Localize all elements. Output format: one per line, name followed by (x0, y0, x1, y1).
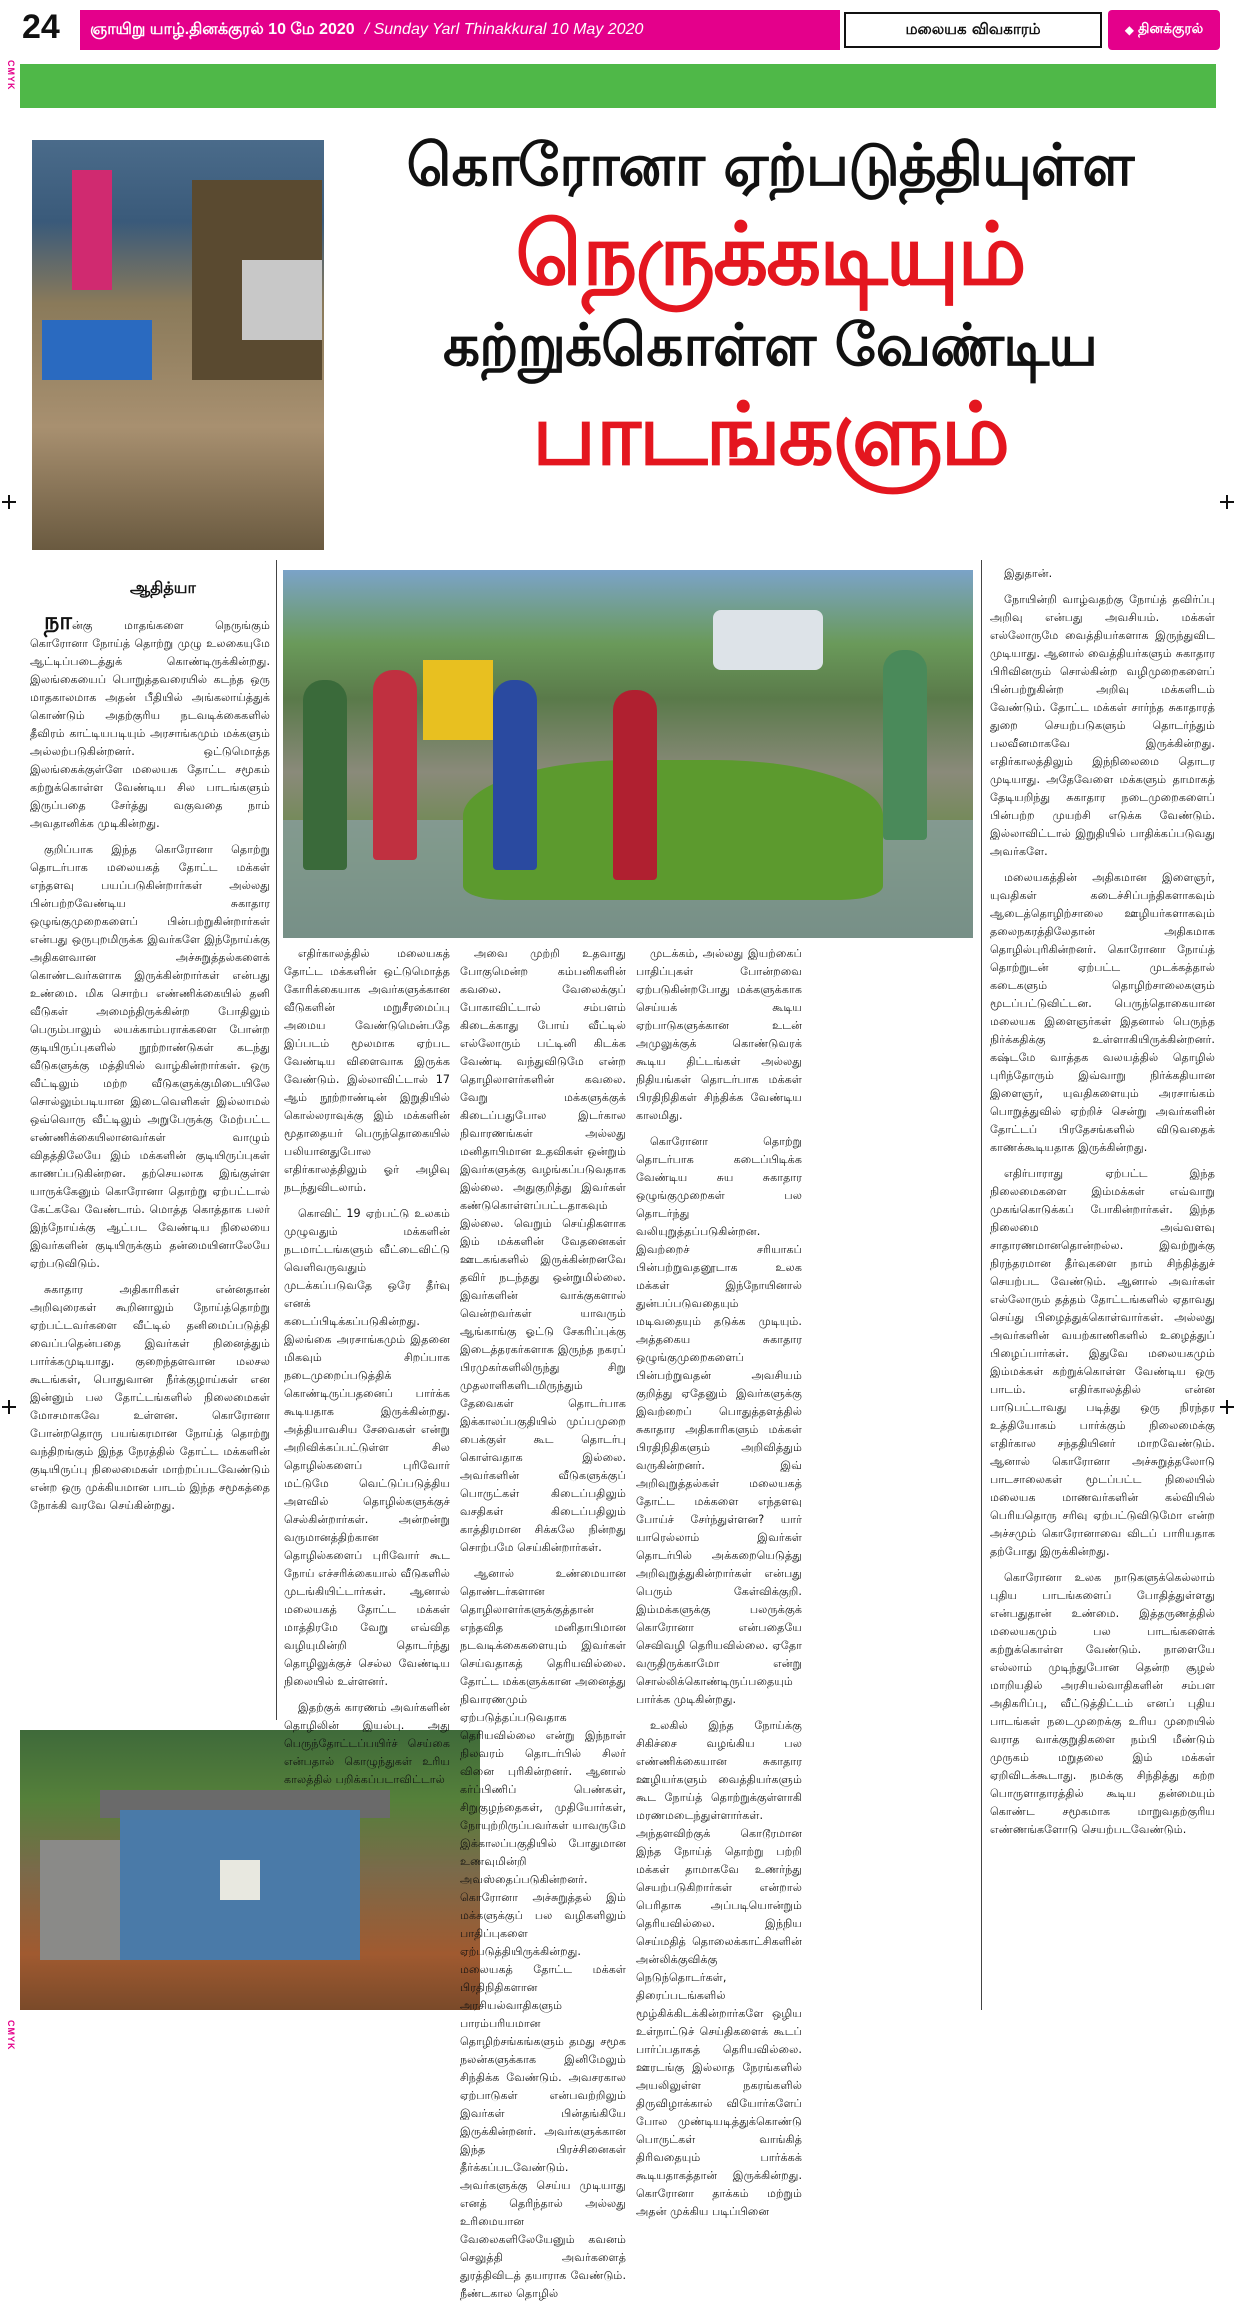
logo-mark-icon: ◆ (1124, 23, 1134, 37)
paragraph: உலகில் இந்த நோய்க்கு சிகிச்சை வழங்கிய பல எண்ணிக்கையான சுகாதார ஊழியர்களும் வைத்தியர்களும் கூட நோய்த் தொற்றுக்குள்ளாகி மரணமடைந்துள்ளார்கள். அந்தளவிற்குக் கொடூரமான இந்த நோய்த் தொற்று பற்றி மக்கள் தாமாகவே உணர்ந்து செயற்படுகிறார்கள் என்றால் பெரிதாக அப்படியொன்றும் தெரியவில்லை. இந்நிய செய்மதித் தொலைக்காட்சிகளின் அன்லிக்குவிக்கு நெடுந்தொடர்கள், திரைப்படங்களில் மூழ்கிக்கிடக்கின்றார்களே ஒழிய உள்நாட்டுச் செய்திகளைக் கூடப் பார்ப்பதாகத் தெரியவில்லை. ஊரடங்கு இல்லாத நேரங்களில் அயலிலுள்ள நகரங்களில் திருவிழாக்கால் வியோர்களேப் போல முண்டியடித்துக்கொண்டு பொருட்கள் வாங்கித் திரிவதையும் பார்க்கக் கூடியதாகத்தான் இருக்கின்றது. கொரோனா தாக்கம் மற்றும் அதன் முக்கிய படிப்பினை (636, 1719, 802, 2218)
estate-alley-photo (32, 140, 324, 550)
paragraph: ஆனால் உண்மையான தொண்டர்களான தொழிலாளர்களுக்குத்தான் எந்தவித மனிதாபிமான நடவடிக்கைகளையும் இவர்கள் செய்வதாகத் தெரியவில்லை. தோட்ட மக்களுக்கான அனைத்து நிவாரணமும் ஏற்படுத்தப்படுவதாக தெரியவில்லை என்று இந்நாள் நிலவரம் தொடர்பில் சிலர் வினை புரிகின்றனர். ஆனால் கர்ப்பிணிப் பெண்கள், சிறுகுழந்தைகள், முதியோர்கள், நோயுற்றிருப்பவர்கள் யாவருமே இக்காலப்பகுதியில் போதுமான உணவுமின்றி அவஸ்தைப்படுகின்றனர். கொரோனா அச்சுறுத்தல் இம் மக்களுக்குப் பல வழிகளிலும் பாதிப்புகளை ஏற்படுத்தியிருக்கின்றது. மலையகத் தோட்ட மக்கள் பிரதிநிதிகளான அரசியல்வாதிகளும் பாரம்பரியமான தொழிற்சங்கங்களும் தமது சமூக நலன்களுக்காக இனிமேலும் சிந்திக்க வேண்டும். அவசரகால ஏற்பாடுகள் என்பவற்றிலும் இவர்கள் பின்தங்கியே இருக்கின்றனர். அவர்களுக்கான இந்த பிரச்சினைகள் தீர்க்கப்படவேண்டும். அவர்களுக்கு செய்ய முடியாது எனத் தெரிந்தால் அல்லது உரிமையான வேலைகளிலேயேனும் கவனம் செலுத்தி அவர்களைத் துரத்திவிடத் தயாராக வேண்டும். நீண்டகால தொழில் (460, 1567, 626, 2300)
paragraph: இதுதான். (1004, 567, 1053, 580)
paragraph: மலையகத்தின் அதிகமான இளைஞர், யுவதிகள் கடைச்சிப்பந்திகளாகவும் ஆடைத்தொழிற்சாலை ஊழியர்களாகவும் தலைநகரத்திலேதான் அதிகமாக தொழில்புரிகின்றனர். கொரோனா நோய்த் தொற்றுடன் ஏற்பட்ட முடக்கத்தால் கடைகளும் தொழிற்சாலைகளும் மூடப்பட்டுவிட்டன. பெருந்தொகையான மலையக இளைஞர்கள் இதனால் பெருந்த நிர்க்கதிக்கு உள்ளாகியிருக்கின்றனர். கஷ்டமே வாத்தக வலயத்தில் தொழில் புரிந்தோரும் இவ்வாறு நிர்க்கதியான இளைஞர், யுவதிகளையும் அரசாங்கம் பொறுத்துவில் ஏற்றிச் சென்று அவர்களின் தோட்டப் பிரதேசங்களில் விடுவதைக் காணக்கூடியதாக இருக்கின்றது. (990, 871, 1215, 1154)
paragraph: எதிர்பாராது ஏற்பட்ட இந்த நிலைமைகளை இம்மக்கள் எவ்வாறு முகங்கொடுக்கப் போகின்றார்கள். இந்த நிலைமை அவ்வளவு சாதாரணமானதொன்றல்ல. இவற்றுக்கு நிரந்தரமான தீர்வுகளை நாம் சிந்தித்துச் செயற்பட வேண்டும். ஆனால் அவர்கள் எல்லோரும் தத்தம் தோட்டங்களில் ஏதாவது செய்து பிழைத்துக்கொள்வார்கள். அல்லது அவர்களின் வயற்காணிகளில் உழைத்துப் பிழைப்பார்கள். இதுவே மலையகமும் இம்மக்கள் கற்றுக்கொள்ள வேண்டிய ஒரு பாடம். எதிர்காலத்தில் என்ன பாடுபட்டாவது படித்து ஒரு நிரந்தர உத்தியோகம் பார்க்கும் நிலைமைக்கு எதிர்கால சந்ததியினர் மாறவேண்டும். ஆனால் கொரோனா அச்சுறுத்தலோடு பாடசாலைகள் மூடப்பட்ட நிலையில் மலையக மாணவர்களின் கல்வியில் பெரியதொரு சரிவு ஏற்பட்டுவிடுமோ என்ற அச்சமும் கொரோனாவை விடப் பாரியதாக தற்போது இருக்கின்றது. (990, 1167, 1215, 1558)
headline-line-3: கற்றுக்கொள்ள வேண்டிய (443, 311, 1097, 379)
headline-line-1: கொரோனா ஏற்படுத்தியுள்ள (406, 131, 1134, 199)
paragraph: இதற்குக் காரணம் அவர்களின் தொழிலின் இயல்பு. அது பெருந்தோட்டப்பயிர்ச் செய்கை என்பதால் கொழுந்துகள் உரிய காலத்தில் பறிக்கப்படாவிட்டால் (284, 1701, 450, 1786)
brand-name: தினக்குரல் (1138, 21, 1204, 37)
paragraph: முடக்கம், அல்லது இயற்கைப் பாதிப்புகள் போன்றவை ஏற்படுகின்றபோது மக்களுக்காக செய்யக் கூடிய ஏற்பாடுகளுக்கான உடன் அமுலுக்குக் கொண்டுவரக் கூடிய திட்டங்கள் அல்லது நிதியங்கள் தொடர்பாக மக்கள் பிரதிநிதிகள் சிந்திக்க வேண்டிய காலமிது. (636, 947, 802, 1122)
date-band (80, 10, 840, 50)
headline (330, 128, 1210, 485)
tamil-date: ஞாயிறு யாழ்.தினக்குரல் 10 மே 2020 (90, 21, 355, 38)
page-header (0, 0, 1236, 56)
article-column-5 (990, 565, 1215, 2025)
paragraph: நோயின்றி வாழ்வதற்கு நோய்த் தவிர்ப்பு அறிவு என்பது அவசியம். மக்கள் எல்லோருமே வைத்தியர்களாக இருந்துவிட முடியாது. ஆனால் வைத்தியர்களும் சுகாதார பிரிவினரும் சொல்கின்ற வழிமுறைகளைப் பின்பற்றுகின்ற அறிவு மக்களிடம் வேண்டும். தோட்ட மக்கள் சார்ந்த சுகாதாரத் துறை செயற்படுகளும் தொடர்ந்தும் பலவீனமாகவே இருக்கின்றது. எதிர்காலத்திலும் இந்நிலைமை தொடர முடியாது. அதேவேளை மக்களும் தாமாகத் தேடியறிந்து சுகாதார நடைமுறைகளைப் பின்பற்ற முயற்சி எடுக்க வேண்டும். இல்லாவிட்டால் இறுதியில் பாதிக்கப்படுவது அவர்களே. (990, 593, 1215, 858)
article-column-1 (30, 607, 270, 1717)
column-divider (981, 560, 982, 2010)
headline-line-4: பாடங்களும் (532, 385, 1008, 485)
registration-mark-icon (2, 1400, 16, 1414)
registration-mark-icon (1220, 1400, 1234, 1414)
section-label: மலையக விவகாரம் (844, 12, 1102, 48)
registration-mark-icon (1220, 495, 1234, 509)
article-column-3 (460, 945, 626, 2300)
paragraph: கொரோனா தொற்று தொடர்பாக கடைப்பிடிக்க வேண்டிய சுய சுகாதார ஒழுங்குமுறைகள் பல தொடர்ந்து வலியுறுத்தப்படுகின்றன. இவற்றைச் சரியாகப் பின்பற்றுவதனூடாக உலக மக்கள் இந்நோயினால் துன்பப்படுவதையும் மடிவதையும் தடுக்க முடியும். அத்தகைய சுகாதார ஒழுங்குமுறைகளைப் பின்பற்றுவதன் அவசியம் குறித்து ஏதேனும் இவர்களுக்கு இவற்றைப் பொதுத்தளத்தில் சுகாதார அதிகாரிகளும் மக்கள் பிரதிநிதிகளும் அறிவித்தும் வருகின்றனர். இவ் அறிவுறுத்தல்கள் மலையகத் தோட்ட மக்களை எந்தளவு போய்ச் சேர்ந்துள்ளன? யார் யாரெல்லாம் இவர்கள் தொடர்பில் அக்கறையெடுத்து அறிவுறுத்துகின்றார்கள் என்பது பெரும் கேள்விக்குறி. இம்மக்களுக்கு பலருக்குக் கொரோனா என்பதையே செவிவழி தெரியவில்லை. ஏதோ வருதிருக்காமோ என்று சொல்லிக்கொண்டிருப்பதையும் பார்க்க முடிகின்றது. (636, 1135, 802, 1706)
paragraph: சுகாதார அதிகாரிகள் என்னதான் அறிவுரைகள் கூறினாலும் நோய்த்தொற்று ஏற்பட்டவர்களை வீட்டில் தனிமைப்படுத்தி வைப்பதென்பதை இவர்கள் நினைத்தும் பார்க்கமுடியாது. குறைந்தளவான மலசல கூடங்கள், பொதுவான நீர்க்குழாய்கள் என இன்னும் பல தோட்டங்களில் நிலைமைகள் மோசமாகவே உள்ளன. கொரோனா போன்றதொரு பயங்கரமான நோய்த் தொற்று வந்திறங்கும் இந்த நேரத்தில் தோட்ட மக்களின் குடியிருப்பு நிலைமைகள் மாற்றப்படவேண்டும் என்ற ஒரு முக்கியமான பாடம் இந்த சமூகத்தை நோக்கி வரவே செய்கின்றது. (30, 1283, 270, 1512)
cmyk-mark: CMYK (6, 60, 16, 91)
column-divider (276, 560, 277, 1720)
paragraph: கொவிட் 19 ஏற்பட்டு உலகம் முழுவதும் மக்களின் நடமாட்டங்களும் வீட்டைவிட்டு வெளிவருவதும் முடக்கப்படுவதே ஒரே தீர்வு எனக் கடைப்பிடிக்கப்படுகின்றது. இலங்கை அரசாங்கமும் இதனை மிகவும் சிறப்பாக நடைமுறைப்படுத்திக் கொண்டிருப்பதனைப் பார்க்க கூடியதாக இருக்கின்றது. அத்தியாவசிய சேவைகள் என்று அறிவிக்கப்பட்டுள்ள சில தொழில்களைப் புரிவோர் மட்டுமே வெட்டுப்படுத்திய அளவில் தொழில்களுக்குச் செல்கின்றார்கள். அன்றன்று வருமானத்திற்கான தொழில்களைப் புரிவோர் கூட நோய் எச்சரிக்கையால் வீடுகளில் முடங்கியிட்டார்கள். ஆனால் மலையகத் தோட்ட மக்கள் மாத்திரமே வேறு எவ்வித வழியுமின்றி தொடர்ந்து தொழிலுக்குச் செல்ல வேண்டிய நிலையில் உள்ளனர். (284, 1207, 450, 1688)
paragraph: அவை முற்றி உதவாது போகுமென்ற கம்பனிகளின் கவலை. வேலைக்குப் போகாவிட்டால் சம்பளம் கிடைக்காது போய் வீட்டில் எல்லோரும் பட்டினி கிடக்க வேண்டி வந்துவிடுமே என்ற தொழிலாளர்களின் கவலை. வேறு மக்களுக்குக் கிடைப்பதுபோல இடர்கால நிவாரணங்கள் அல்லது மனிதாபிமான உதவிகள் ஒன்றும் இவர்களுக்கு வழங்கப்படுவதாக இல்லை. அதுகுறித்து இவர்கள் கண்டுகொள்ளப்பட்டதாகவும் இல்லை. வெறும் செய்திகளாக இம் மக்களின் வேதனைகள் ஊடகங்களில் இருக்கின்றனவே தவிர் நடந்தது ஒன்றுமில்லை. இவர்களின் வாக்குகளால் வென்றவர்கள் யாவரும் ஆங்காங்கு ஓட்டு சேகரிப்புக்கு இடைத்தரகர்களாக இருந்த நகரப் பிரமுகர்களிலிருந்து சிறு முதலாளிகளிடமிருந்தும் தேவைகள் தொடர்பாக இக்காலப்பகுதியில் முப்பமுறை பைக்குள் கூட தொடர்பு கொள்வதாக இல்லை. அவர்களின் வீடுகளுக்குப் பொருட்கள் கிடைப்பதிலும் வசதிகள் கிடைப்பதிலும் காத்திரமான சிக்கலே நின்றது சொற்பமே செய்கின்றார்கள். (460, 947, 626, 1554)
registration-mark-icon (2, 495, 16, 509)
paragraph: எதிர்காலத்தில் மலையகத் தோட்ட மக்களின் ஒட்டுமொத்த கோரிக்கையாக அவர்களுக்கான வீடுகளின் மறுசீரமைப்பு அமைய வேண்டுமென்பதே இப்படம் மூலமாக ஏற்பட வேண்டிய விளைவாக இருக்க வேண்டும். இல்லாவிட்டால் 17 ஆம் நூற்றாண்டின் இறுதியில் கொல்லராவுக்கு இம் மக்களின் மூதாதையர் பெருந்தொகையில் பலியானதுபோல எதிர்காலத்திலும் ஓர் அழிவு நடந்துவிடலாம். (284, 947, 450, 1194)
tea-pluckers-photo (283, 570, 973, 938)
paragraph: குறிப்பாக இந்த கொரோனா தொற்று தொடர்பாக மலையகத் தோட்ட மக்கள் எந்தளவு பயப்படுகின்றார்கள் அல்லது பின்பற்றவேண்டிய சுகாதார ஒழுங்குமுறைகளைப் பின்பற்றுகின்றார்கள் என்பது ஒருபுறமிருக்க இவர்களே இந்நோய்க்கு அதிகளவான அச்சுறுத்தல்களைக் கொண்டவர்களாக இருக்கின்றார்கள் என்பது உண்மை. மிக சொற்ப எண்ணிக்கையில் தனி வீடுகள் அமைந்திருக்கின்ற போதிலும் பெரும்பாலும் லயக்காம்பராக்களை போன்ற குடியிருப்புகளில் நூற்றாண்டுகள் கடந்து வீடுகளுக்கு மத்தியில் வாழ்கின்றார்கள். ஒரு வீட்டிலும் மற்ற வீடுகளுக்குமிடையிலே சொல்லும்படியான இடைவெளிகள் இல்லாமல் ஒவ்வொரு வீட்டிலும் அறுபேருக்கு மேற்பட்ட எண்ணிக்கையிலானவர்கள் வாழும் விதத்திலேயே இம் மக்களின் குடியிருப்புகள் காணப்படுகின்றன. தற்செயலாக இங்குள்ள யாருக்கேனும் கொரோனா தொற்று ஏற்பட்டால் கேட்கவே வேண்டாம். மொத்த கொத்தாக பலர் இந்நோய்க்கு ஆட்பட வேண்டிய நிலையை இவர்களின் குடியிருக்கும் தன்மையினாலேயே ஏற்படுவிடும். (30, 843, 270, 1270)
english-date: / Sunday Yarl Thinakkural 10 May 2020 (364, 21, 644, 38)
article-column-4 (636, 945, 802, 2218)
green-banner (20, 64, 1216, 108)
article-column-2 (284, 945, 450, 2040)
paragraph: கொரோனா உலக நாடுகளுக்கெல்லாம் புதிய பாடங்களைப் போதித்துள்ளது என்பதுதான் உண்மை. இத்தருணத்தில் மலையகமும் பல பாடங்களைக் கற்றுக்கொள்ள வேண்டும். நாளையே எல்லாம் முடிந்துபோன தென்ற சூழல் மாறியதில் அரசியல்வாதிகளின் சம்பள அதிகரிப்பு, வீட்டுத்திட்டம் எனப் புதிய பாடங்கள் நடைமுறைக்கு உரிய முறையில் வராத வாக்குறுதிகளை நம்பி மீண்டும் முருகம் மறுதலை இம் மக்கள் ஏறிவிடக்கூடாது. நமக்கு சிந்தித்து கற்ற பொருளாதாரத்தில் கூடிய தன்மையும் கொண்ட சமூகமாக மாறுவதற்குரிய எண்ணங்களோடு செயற்படவேண்டும். (990, 1571, 1215, 1836)
cmyk-mark: CMYK (6, 2020, 16, 2051)
page-number: 24 (22, 8, 60, 46)
paragraph: நான்கு மாதங்களை நெருங்கும் கொரோனா நோய்த் தொற்று முழு உலகையுமே ஆட்டிப்படைத்துக் கொண்டிருக்கின்றது. இலங்கையைப் பொறுத்தவரையில் கடந்த ஒரு மாதகாலமாக அதன் பீதியில் அங்கலாய்த்துக் கொண்டும் அதற்குரிய நடவடிக்கைகளில் தீவிரம் காட்டியபடியும் அரசாங்கமும் மக்களும் அல்லற்படுகின்றனர். ஒட்டுமொத்த இலங்கைக்குள்ளே மலையக தோட்ட சமூகம் கற்றுக்கொள்ள வேண்டிய சில பாடங்களும் இருப்பதை சேர்த்து வகுவதை நாம் அவதானிக்க முடிகின்றது. (30, 607, 270, 830)
brand-logo (1108, 10, 1220, 50)
headline-line-2: நெருக்கடியும் (515, 205, 1025, 305)
byline: ஆதித்யா (130, 578, 196, 597)
